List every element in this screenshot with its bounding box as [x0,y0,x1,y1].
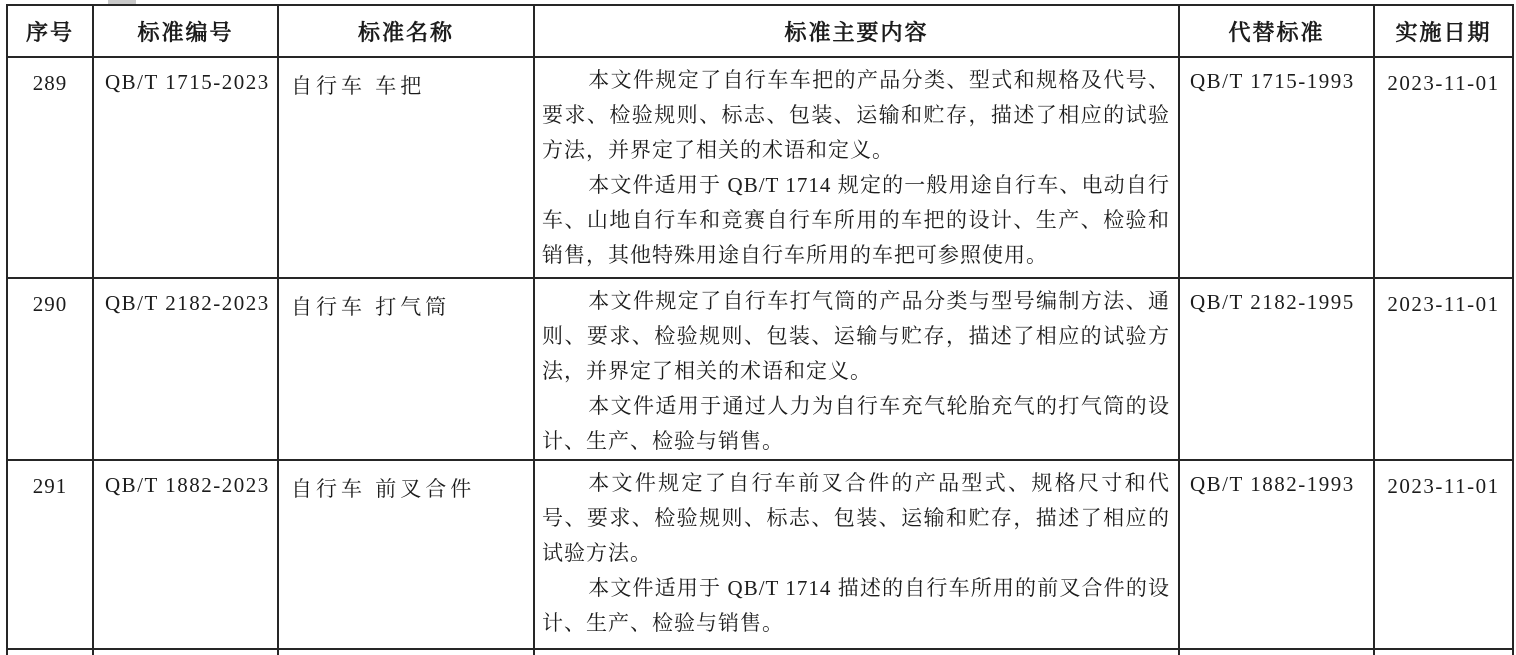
content-paragraph: 本文件规定了自行车打气筒的产品分类与型号编制方法、通则、要求、检验规则、包装、运输与贮存，描述了相应的试验方法，并界定了相关的术语和定义。 [542,289,1170,383]
content-paragraph: 本文件适用于 QB/T 1714 规定的一般用途自行车、电动自行车、山地自行车和竞赛自行车所用的车把的设计、生产、检验和销售，其他特殊用途自行车所用的车把可参照使用。 [542,173,1170,267]
cell-seq: 291 [7,460,93,649]
standards-table [6,4,1514,655]
cell-implementation-date: 2023-11-01 [1374,278,1513,460]
cell-standard-no [93,649,278,655]
cell-standard-name: 自行车 前叉合件 [278,460,534,649]
cell-implementation-date [1374,649,1513,655]
partial-next-row [7,649,1513,655]
cell-seq: 289 [7,57,93,278]
header-standard-name: 标准名称 [278,5,534,57]
cell-replaced-standard: QB/T 2182-1995 [1179,278,1374,460]
cell-replaced-standard: QB/T 1882-1993 [1179,460,1374,649]
content-paragraph: 本文件规定了自行车前叉合件的产品型式、规格尺寸和代号、要求、检验规则、标志、包装、运输和贮存，描述了相应的试验方法。 [542,471,1170,565]
cell-standard-name [278,649,534,655]
content-paragraph: 本文件规定了自行车车把的产品分类、型式和规格及代号、要求、检验规则、标志、包装、运输和贮存，描述了相应的试验方法，并界定了相关的术语和定义。 [542,68,1170,162]
header-main-content: 标准主要内容 [534,5,1179,57]
cell-main-content [534,460,1179,649]
cell-seq: 290 [7,278,93,460]
table-row [7,278,1513,460]
cell-standard-no: QB/T 1882-2023 [93,460,278,649]
header-implementation-date: 实施日期 [1374,5,1513,57]
header-replaced-standard: 代替标准 [1179,5,1374,57]
cell-seq [7,649,93,655]
cell-implementation-date: 2023-11-01 [1374,57,1513,278]
cell-main-content [534,278,1179,460]
cell-standard-name: 自行车 打气筒 [278,278,534,460]
cell-standard-no: QB/T 1715-2023 [93,57,278,278]
table-row [7,57,1513,278]
cell-standard-no: QB/T 2182-2023 [93,278,278,460]
cell-replaced-standard [1179,649,1374,655]
content-paragraph: 本文件适用于通过人力为自行车充气轮胎充气的打气筒的设计、生产、检验与销售。 [542,394,1170,453]
cell-main-content [534,649,1179,655]
cell-standard-name: 自行车 车把 [278,57,534,278]
table-header-row [7,5,1513,57]
cell-implementation-date: 2023-11-01 [1374,460,1513,649]
cell-main-content [534,57,1179,278]
cell-replaced-standard: QB/T 1715-1993 [1179,57,1374,278]
header-seq: 序号 [7,5,93,57]
table-row [7,460,1513,649]
content-paragraph: 本文件适用于 QB/T 1714 描述的自行车所用的前叉合件的设计、生产、检验与销售。 [542,576,1170,635]
header-standard-no: 标准编号 [93,5,278,57]
